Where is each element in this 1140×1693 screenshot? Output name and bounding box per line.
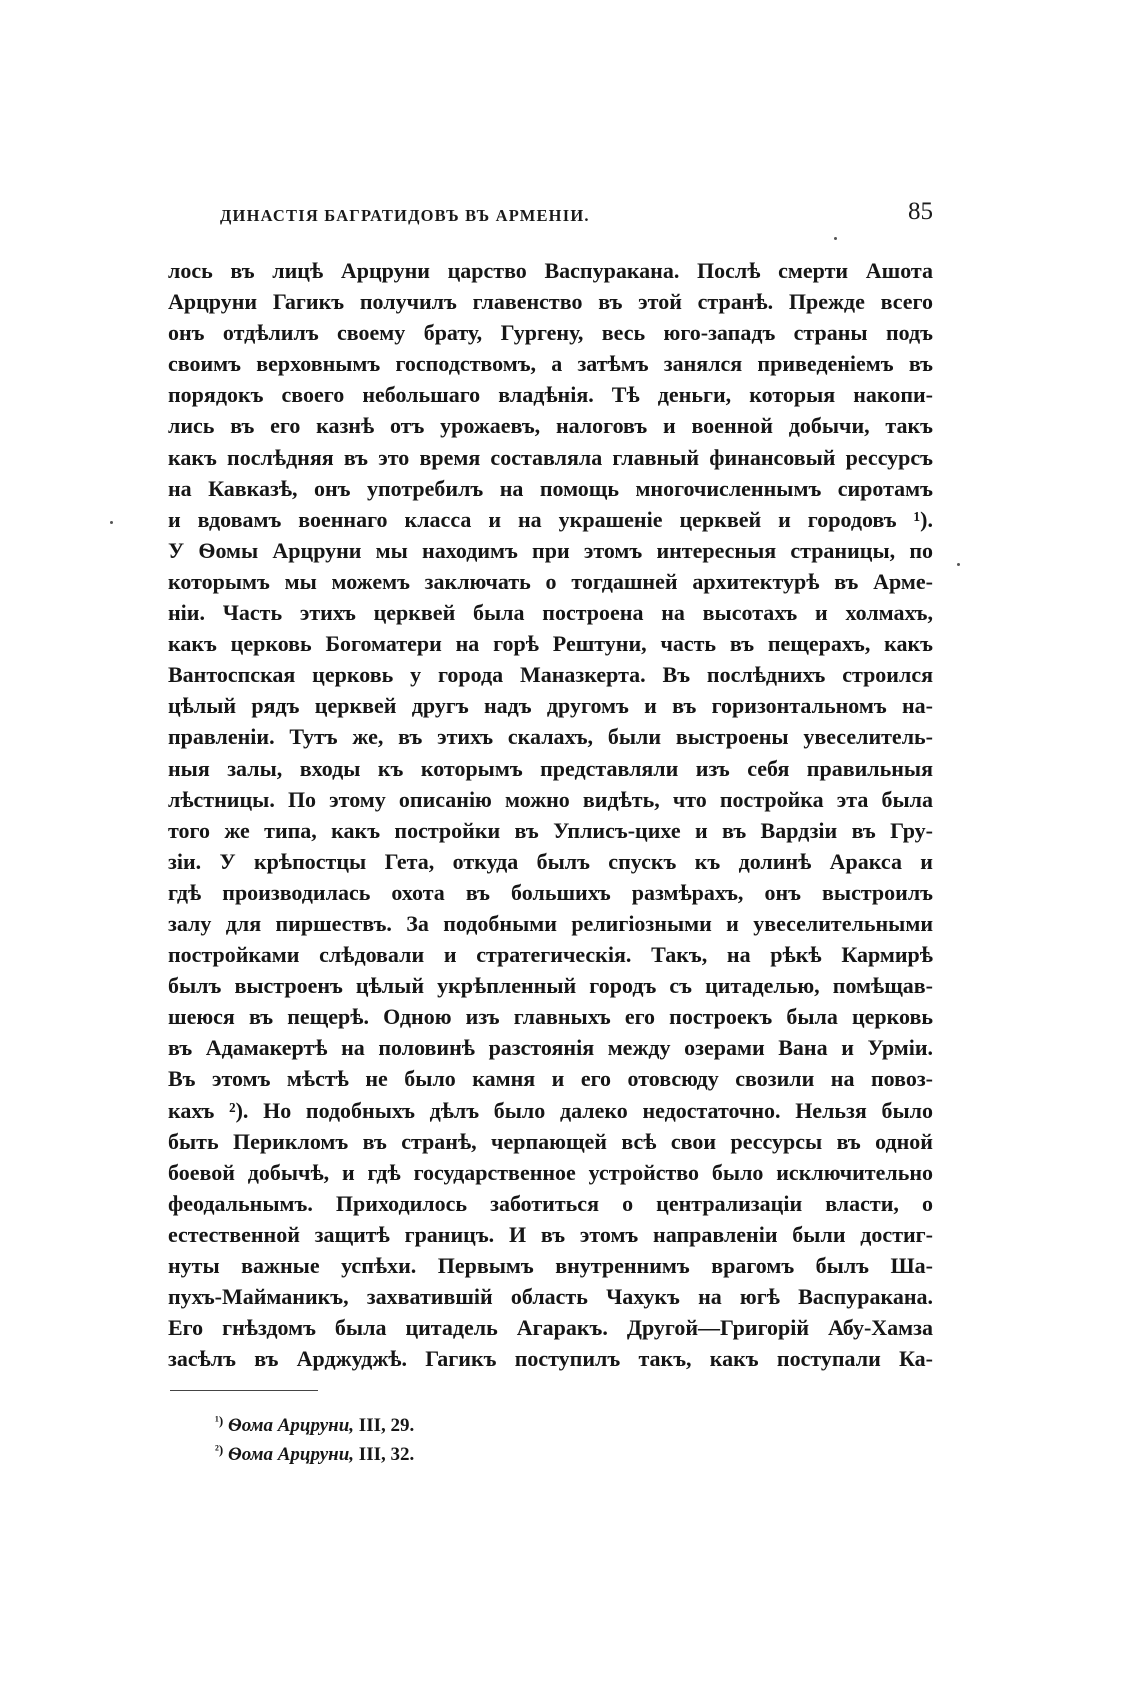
text-line: залу для пиршествъ. За подобными религіозными и увеселительными <box>168 910 933 936</box>
footnote <box>215 1435 414 1464</box>
text-line: феодальнымъ. Приходилось заботиться о централизаціи власти, о <box>168 1190 933 1216</box>
text-line: У Ѳомы Арцруни мы находимъ при этомъ интересныя страницы, по <box>168 537 933 563</box>
scan-speck <box>834 237 837 240</box>
footnote-reference: III, 32. <box>358 1444 415 1465</box>
text-line: своимъ верховнымъ господствомъ, а затѣмъ занялся приведеніемъ въ <box>168 351 933 377</box>
text-line: зіи. У крѣпостцы Гета, откуда былъ спускъ къ долинѣ Аракса и <box>168 848 933 874</box>
text-line: боевой добычѣ, и гдѣ государственное устройство было исключительно <box>168 1159 933 1185</box>
text-line: засѣлъ въ Арджуджѣ. Гагикъ поступилъ такъ, какъ поступали Ка- <box>168 1346 933 1372</box>
text-line: какъ церковь Богоматери на горѣ Рештуни, часть въ пещерахъ, какъ <box>168 631 933 657</box>
footnote-mark: ²) <box>215 1442 224 1457</box>
text-line: быть Перикломъ въ странѣ, черпающей всѣ свои рессурсы въ одной <box>168 1128 933 1154</box>
text-line: цѣлый рядъ церквей другъ надъ другомъ и въ горизонтальномъ на- <box>168 693 933 719</box>
text-line: естественной защитѣ границъ. И въ этомъ направленіи были достиг- <box>168 1221 933 1247</box>
text-line: и вдовамъ военнаго класса и на украшеніе церквей и городовъ ¹). <box>168 506 933 532</box>
text-line: въ Адамакертѣ на половинѣ разстоянія между озерами Вана и Урміи. <box>168 1035 933 1061</box>
text-line: былъ выстроенъ цѣлый укрѣпленный городъ съ цитаделью, помѣщав- <box>168 973 933 999</box>
text-line: Вантоспская церковь у города Маназкерта. Въ послѣднихъ строился <box>168 662 933 688</box>
text-line: правленіи. Тутъ же, въ этихъ скалахъ, были выстроены увеселитель- <box>168 724 933 750</box>
footnote-rule <box>170 1390 318 1391</box>
running-title: ДИНАСТІЯ БАГРАТИДОВЪ ВЪ АРМЕНІИ. <box>220 206 590 225</box>
text-line: лось въ лицѣ Арцруни царство Васпуракана. Послѣ смерти Ашота <box>168 258 933 283</box>
text-line: кахъ ²). Но подобныхъ дѣлъ было далеко недостаточно. Нельзя было <box>168 1097 933 1123</box>
text-line: лись въ его казнѣ отъ урожаевъ, налоговъ и военной добычи, такъ <box>168 413 933 439</box>
text-line: Его гнѣздомъ была цитадель Агаракъ. Другой—Григорій Абу-Хамза <box>168 1315 933 1341</box>
text-line: пухъ-Майманикъ, захватившій область Чахукъ на югѣ Васпуракана. <box>168 1284 933 1310</box>
text-line: Арцруни Гагикъ получилъ главенство въ этой странѣ. Прежде всего <box>168 289 933 315</box>
text-line: онъ отдѣлилъ своему брату, Гургену, весь юго-западъ страны подъ <box>168 320 933 346</box>
footnotes <box>215 1406 414 1464</box>
footnote-reference: III, 29. <box>358 1415 415 1436</box>
page-number: 85 <box>908 198 933 225</box>
text-line: какъ послѣдняя въ это время составляла главный финансовый рессурсъ <box>168 444 933 470</box>
scan-speck <box>957 563 960 566</box>
text-line: того же типа, какъ постройки въ Уплисъ-цихе и въ Вардзіи въ Гру- <box>168 817 933 843</box>
text-line: на Кавказѣ, онъ употребилъ на помощь многочисленнымъ сиротамъ <box>168 475 933 501</box>
text-line: нуты важные успѣхи. Первымъ внутреннимъ врагомъ былъ Ша- <box>168 1253 933 1278</box>
text-line: постройками слѣдовали и стратегическія. Такъ, на рѣкѣ Кармирѣ <box>168 942 933 968</box>
running-head <box>168 200 933 230</box>
text-line: ныя залы, входы къ которымъ представляли изъ себя правильныя <box>168 755 933 781</box>
body-text <box>168 255 933 1374</box>
footnote-mark: ¹) <box>215 1413 224 1428</box>
text-line: которымъ мы можемъ заключать о тогдашней архитектурѣ въ Арме- <box>168 568 933 594</box>
footnote-author: Ѳома Арцруни, <box>227 1415 355 1436</box>
text-line: шеюся въ пещерѣ. Одною изъ главныхъ его построекъ была церковь <box>168 1004 933 1030</box>
footnote <box>215 1406 414 1435</box>
text-line: гдѣ производилась охота въ большихъ размѣрахъ, онъ выстроилъ <box>168 879 933 905</box>
text-line: Въ этомъ мѣстѣ не было камня и его отовсюду свозили на повоз- <box>168 1066 933 1092</box>
footnote-author: Ѳома Арцруни, <box>227 1444 355 1465</box>
scan-speck <box>110 521 113 524</box>
text-line: лѣстницы. По этому описанію можно видѣть, что постройка эта была <box>168 786 933 812</box>
text-line: порядокъ своего небольшаго владѣнія. Тѣ деньги, которыя накопи- <box>168 382 933 408</box>
text-line: ніи. Часть этихъ церквей была построена на высотахъ и холмахъ, <box>168 600 933 626</box>
